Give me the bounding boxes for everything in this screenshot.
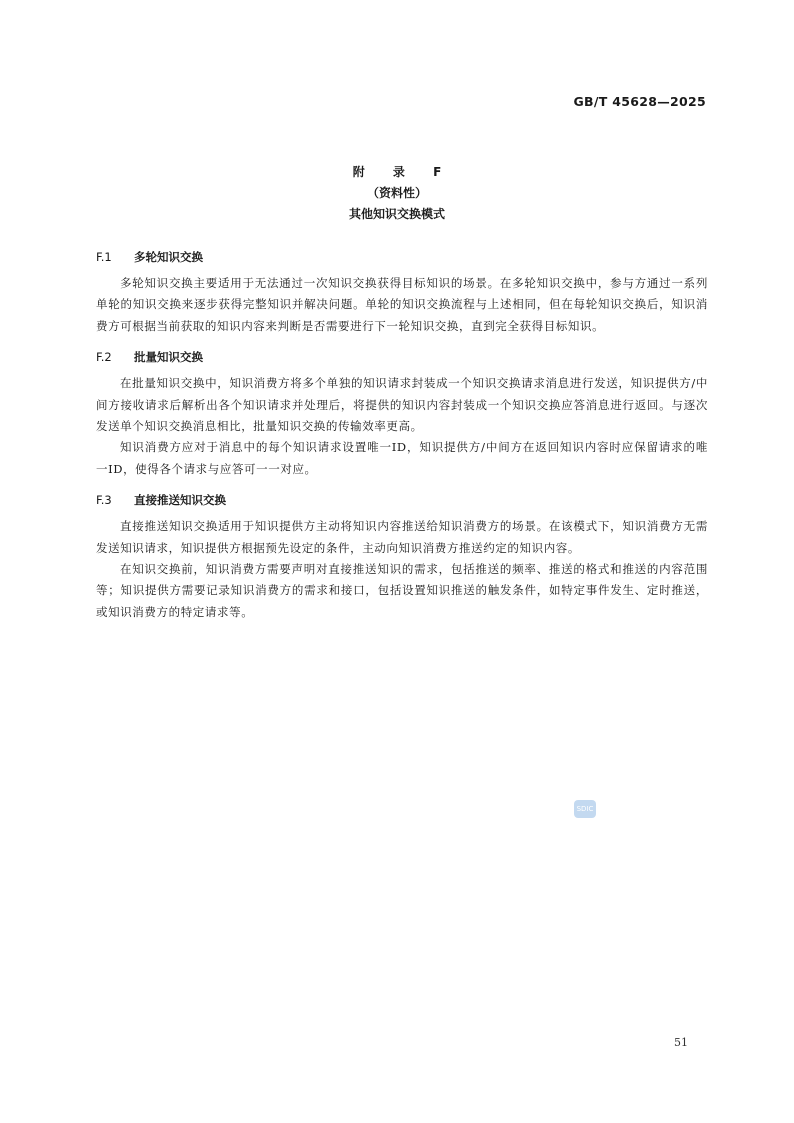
section-title: 直接推送知识交换: [134, 493, 227, 508]
appendix-title: 附 录 F: [352, 165, 454, 179]
paragraph: 直接推送知识交换适用于知识提供方主动将知识内容推送给知识消费方的场景。在该模式下，知识消费方无需发送知识请求，知识提供方根据预先设定的条件，主动向知识消费方推送约定的知识内容。: [96, 519, 708, 555]
section-number: F.1: [96, 250, 112, 264]
section-number: F.2: [96, 350, 112, 365]
section-f3: [96, 490, 708, 623]
section-number: F.3: [96, 493, 112, 508]
section-heading: [96, 247, 708, 267]
paragraph: 知识消费方应对于消息中的每个知识请求设置唯一ID，知识提供方/中间方在返回知识内容时应保留请求的唯一ID，使得各个请求与应答可一一对应。: [96, 440, 708, 476]
paragraph: 在知识交换前，知识消费方需要声明对直接推送知识的需求，包括推送的频率、推送的格式和推送的内容范围等；知识提供方需要记录知识消费方的需求和接口，包括设置知识推送的触发条件，如特定事件发生、定时推送，或知识消费方的特定请求等。: [96, 562, 708, 619]
section-heading: [96, 347, 708, 367]
page-number: 51: [674, 1036, 688, 1049]
appendix-nature: （资料性）: [366, 186, 427, 200]
standard-number: GB/T 45628—2025: [573, 94, 706, 109]
section-title: 批量知识交换: [134, 350, 204, 365]
paragraph: 多轮知识交换主要适用于无法通过一次知识交换获得目标知识的场景。在多轮知识交换中，参与方通过一系列单轮的知识交换来逐步获得完整知识并解决问题。单轮的知识交换流程与上述相同，但在每轮知识交换后，知识消费方可根据当前获取的知识内容来判断是否需要进行下一轮知识交换，直到完全获得目标知识。: [96, 276, 708, 333]
watermark-logo: SDIC: [574, 800, 596, 818]
section-f1: [96, 247, 708, 337]
section-heading: [96, 490, 708, 510]
section-title: 多轮知识交换: [134, 250, 204, 264]
section-f2: [96, 347, 708, 480]
paragraph: 在批量知识交换中，知识消费方将多个单独的知识请求封装成一个知识交换请求消息进行发送，知识提供方/中间方接收请求后解析出各个知识请求并处理后，将提供的知识内容封装成一个知识交换应答消息进行返回。与逐次发送单个知识交换消息相比，批量知识交换的传输效率更高。: [96, 376, 708, 434]
appendix-subtitle: 其他知识交换模式: [348, 207, 445, 221]
document-body: [96, 247, 708, 633]
appendix-heading: [0, 162, 794, 225]
